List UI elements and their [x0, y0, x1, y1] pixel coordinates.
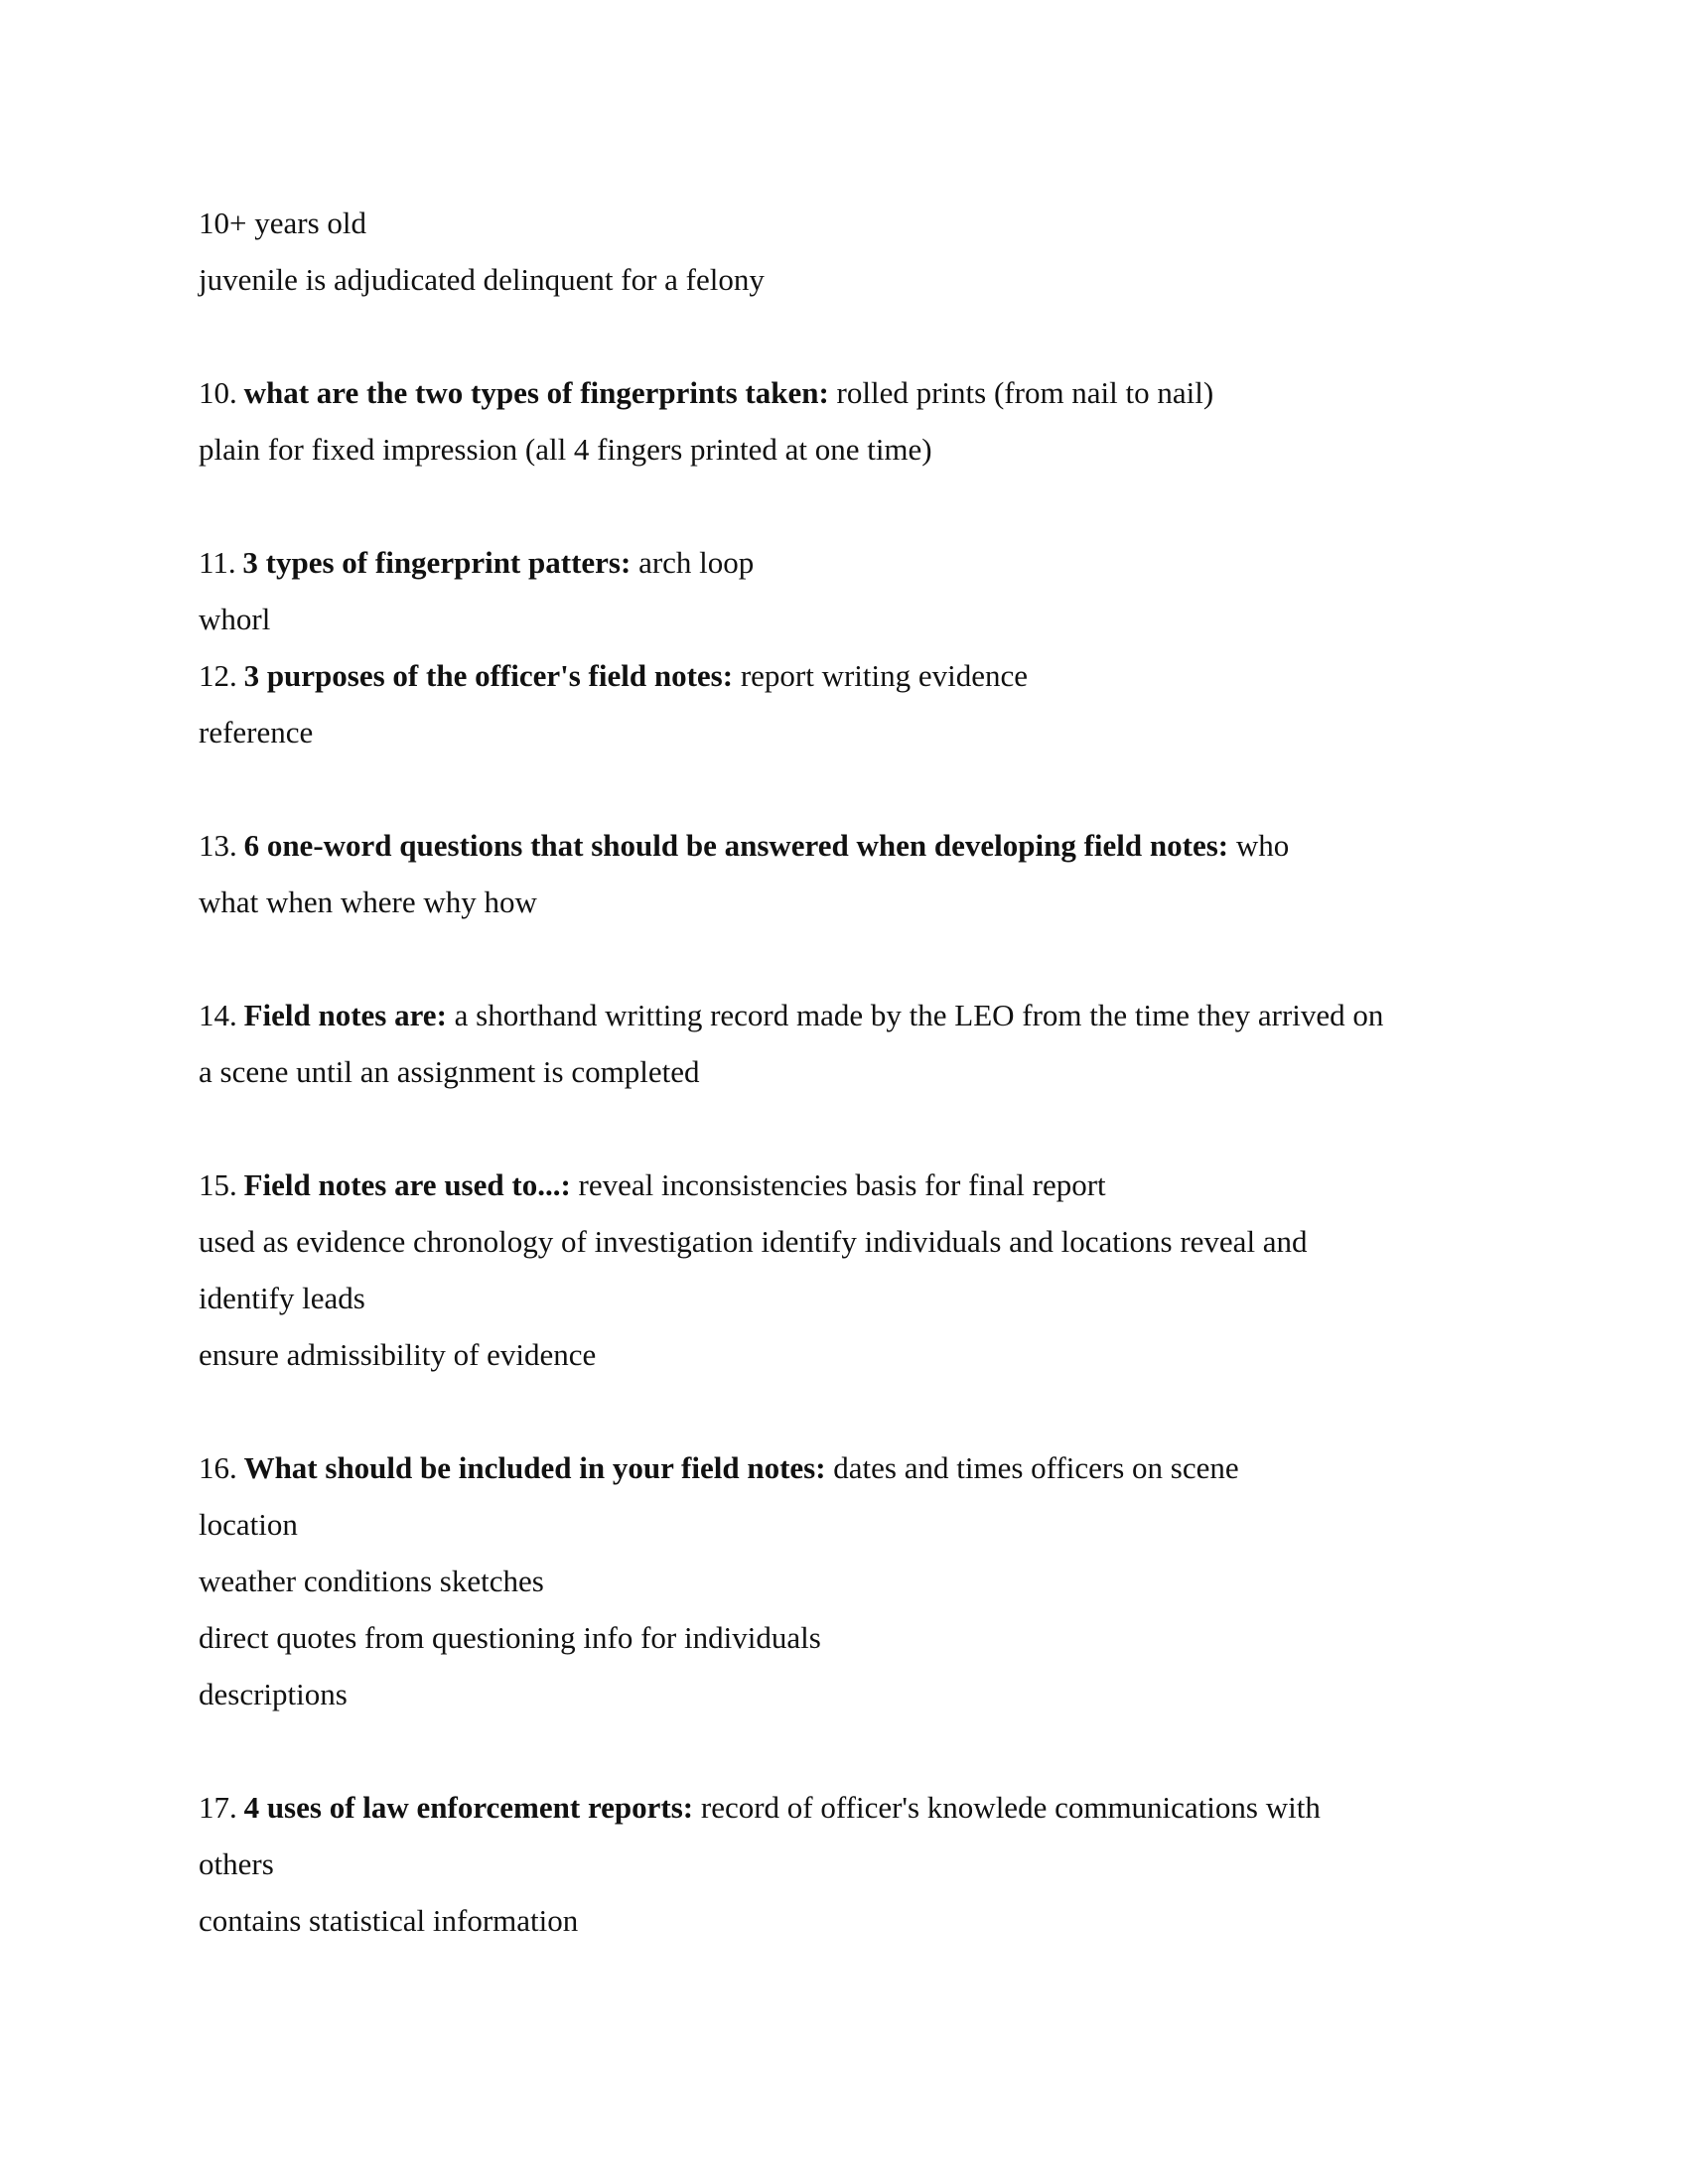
question-number: 16.: [199, 1450, 237, 1485]
answer-text: rolled prints (from nail to nail): [836, 375, 1214, 410]
question-12: [199, 647, 1489, 704]
question-text: 3 purposes of the officer's field notes:: [243, 658, 734, 693]
answer-text: a shorthand writting record made by the LEO from the time they arrived on: [454, 998, 1384, 1032]
spacer: [199, 930, 1489, 987]
question-text: what are the two types of fingerprints taken:: [243, 375, 829, 410]
question-number: 12.: [199, 658, 237, 693]
answer-line: location: [199, 1507, 298, 1542]
answer-line: whorl: [199, 602, 271, 636]
answer-text: record of officer's knowlede communications with: [700, 1790, 1321, 1825]
answer-text: reveal inconsistencies basis for final report: [578, 1167, 1106, 1202]
answer-line: ensure admissibility of evidence: [199, 1337, 597, 1372]
spacer: [199, 1383, 1489, 1439]
question-number: 13.: [199, 828, 237, 863]
answer-line: contains statistical information: [199, 1903, 579, 1938]
answer-line: used as evidence chronology of investigation identify individuals and locations reveal and: [199, 1224, 1308, 1259]
question-16: [199, 1439, 1489, 1496]
intro-line: 10+ years old: [199, 205, 367, 240]
question-number: 10.: [199, 375, 237, 410]
question-15: [199, 1157, 1489, 1213]
answer-text: who: [1235, 828, 1290, 863]
question-text: What should be included in your field notes:: [243, 1450, 826, 1485]
document-page: [199, 195, 1489, 1949]
spacer: [199, 760, 1489, 817]
question-number: 14.: [199, 998, 237, 1032]
answer-text: dates and times officers on scene: [833, 1450, 1239, 1485]
spacer: [199, 308, 1489, 364]
answer-line: reference: [199, 715, 314, 750]
question-text: 6 one-word questions that should be answered when developing field notes:: [243, 828, 1229, 863]
answer-line: descriptions: [199, 1677, 348, 1711]
answer-line: direct quotes from questioning info for individuals: [199, 1620, 821, 1655]
question-text: Field notes are:: [243, 998, 447, 1032]
question-14: [199, 987, 1489, 1043]
answer-line: a scene until an assignment is completed: [199, 1054, 700, 1089]
answer-text: arch loop: [638, 545, 755, 580]
question-number: 11.: [199, 545, 236, 580]
question-11: [199, 534, 1489, 591]
question-text: Field notes are used to...:: [243, 1167, 571, 1202]
answer-line: others: [199, 1846, 274, 1881]
question-text: 4 uses of law enforcement reports:: [243, 1790, 694, 1825]
question-17: [199, 1779, 1489, 1836]
answer-line: identify leads: [199, 1281, 365, 1315]
question-13: [199, 817, 1489, 874]
question-number: 15.: [199, 1167, 237, 1202]
spacer: [199, 478, 1489, 534]
answer-line: what when where why how: [199, 885, 537, 919]
question-text: 3 types of fingerprint patters:: [242, 545, 632, 580]
spacer: [199, 1722, 1489, 1779]
spacer: [199, 1100, 1489, 1157]
answer-line: plain for fixed impression (all 4 fingers printed at one time): [199, 432, 932, 467]
answer-line: weather conditions sketches: [199, 1564, 544, 1598]
question-number: 17.: [199, 1790, 237, 1825]
intro-line: juvenile is adjudicated delinquent for a felony: [199, 262, 765, 297]
question-10: [199, 364, 1489, 421]
answer-text: report writing evidence: [740, 658, 1029, 693]
